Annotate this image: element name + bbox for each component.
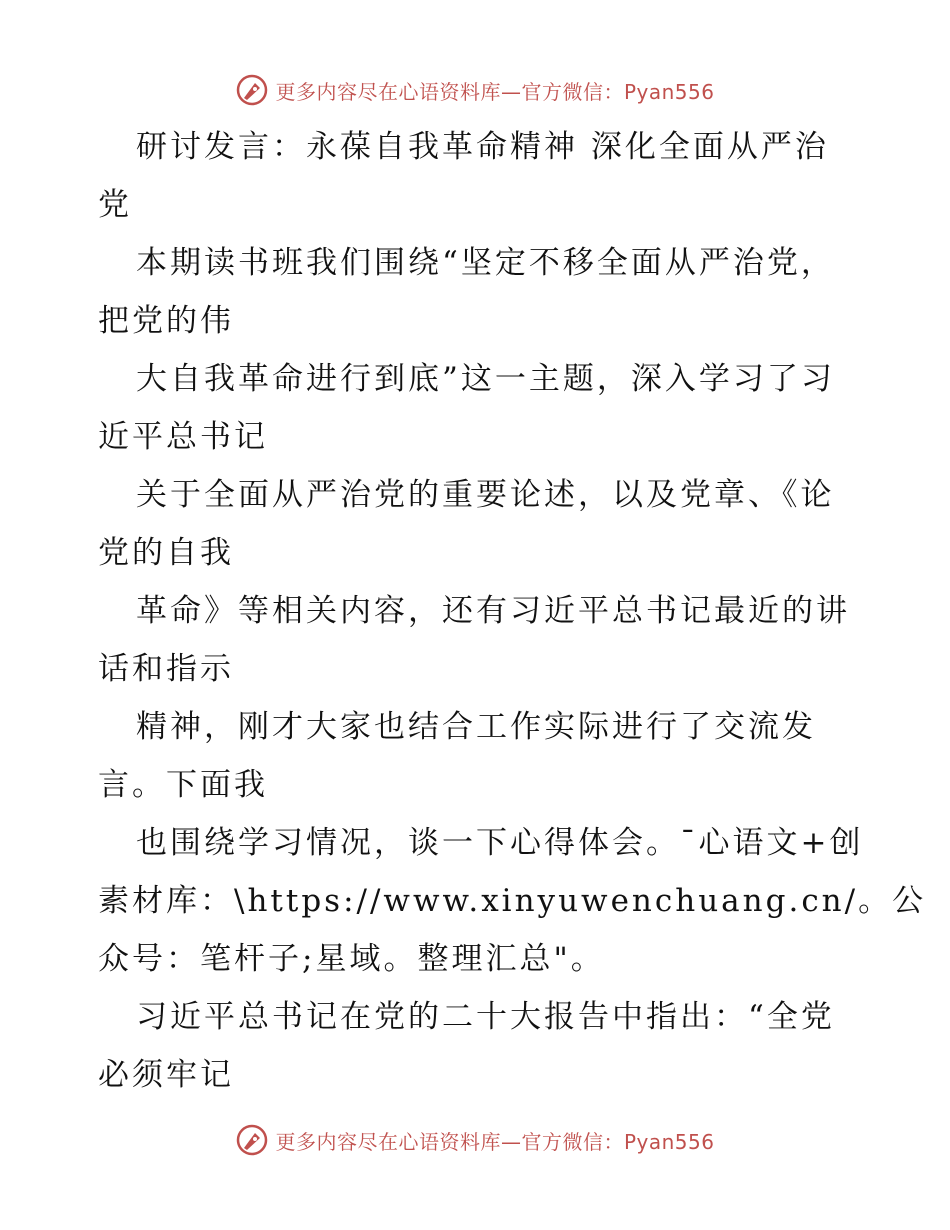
pen-nib-logo-icon — [235, 73, 269, 107]
text-line: 众号：笔杆子;星域。整理汇总"。 — [98, 941, 605, 977]
text-line: 把党的伟 — [98, 303, 234, 339]
text-line: 大自我革命进行到底”这一主题，深入学习了习 — [136, 361, 835, 397]
text-line: 必须牢记 — [98, 1057, 234, 1093]
text-line: 党 — [98, 187, 132, 223]
text-line: 本期读书班我们围绕“坚定不移全面从严治党， — [136, 245, 835, 281]
text-line: 也围绕学习情况，谈一下心得体会。¯心语文+创 — [136, 825, 864, 861]
header-watermark-banner — [0, 70, 950, 110]
text-line: 言。下面我 — [98, 767, 268, 803]
text-line: 革命》等相关内容，还有习近平总书记最近的讲 — [136, 593, 850, 629]
text-line: 话和指示 — [98, 651, 234, 687]
text-line: 关于全面从严治党的重要论述，以及党章、《论 — [136, 477, 835, 513]
document-body — [98, 118, 927, 1104]
footer-watermark-banner — [0, 1120, 950, 1160]
text-line: 精神，刚才大家也结合工作实际进行了交流发 — [136, 709, 816, 745]
text-line: 研讨发言：永葆自我革命精神 深化全面从严治 — [136, 129, 829, 165]
header-watermark-text: 更多内容尽在心语资料库—官方微信：Pyan556 — [275, 79, 715, 104]
text-line: 素材库：\https://www.xinyuwenchuang.cn/。公 — [98, 883, 927, 919]
text-line: 党的自我 — [98, 535, 234, 571]
footer-watermark-text: 更多内容尽在心语资料库—官方微信：Pyan556 — [275, 1129, 715, 1154]
pen-nib-logo-icon — [235, 1123, 269, 1157]
text-line: 习近平总书记在党的二十大报告中指出：“全党 — [136, 999, 835, 1035]
text-line: 近平总书记 — [98, 419, 268, 455]
